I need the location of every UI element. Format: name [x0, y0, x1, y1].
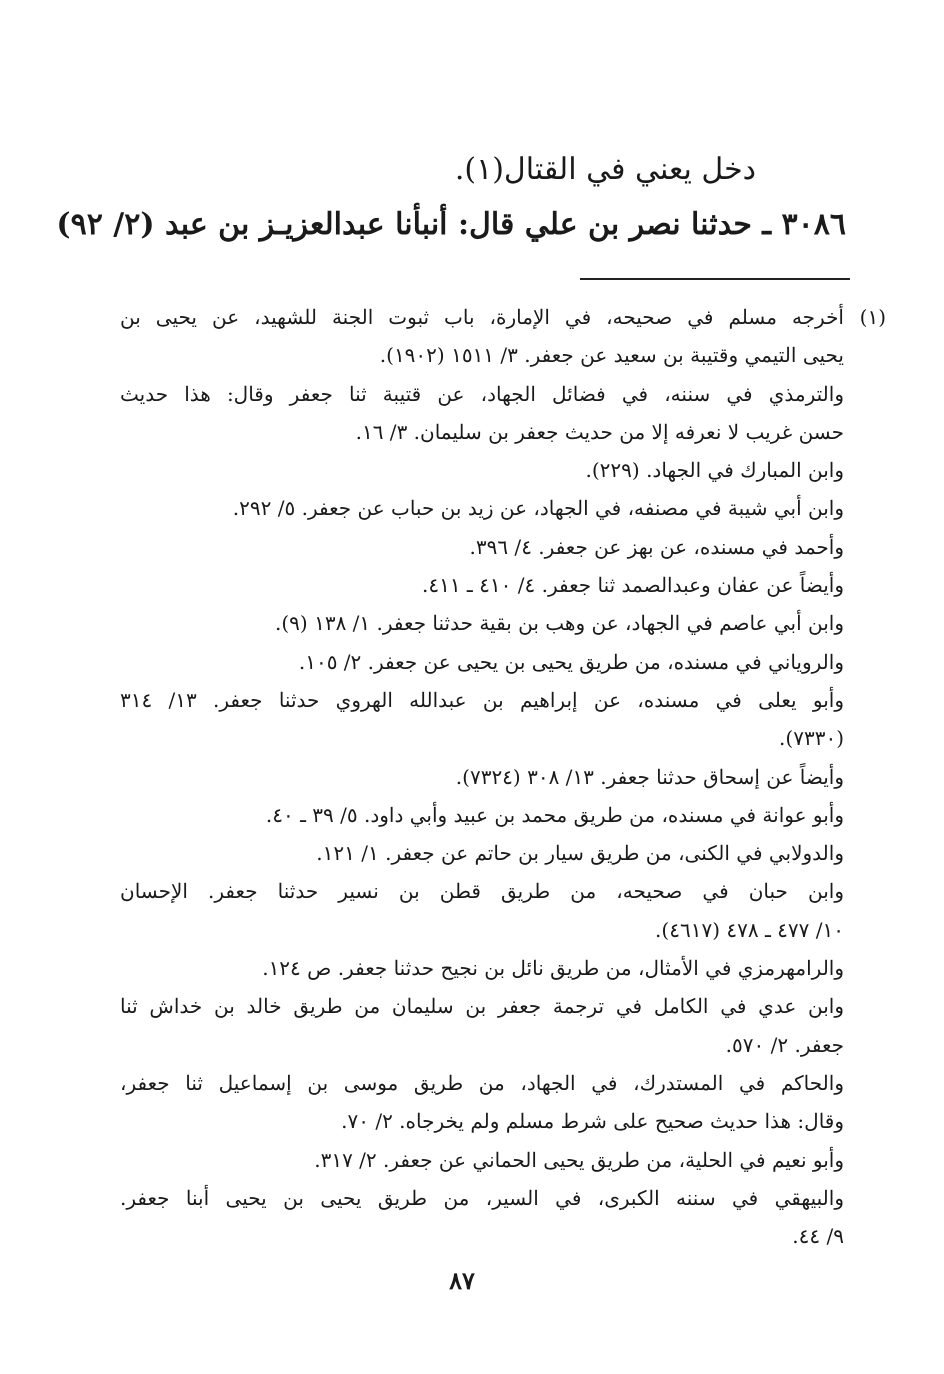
- hadith-3086-heading: ٣٠٨٦ ـ حدثنا نصر بن علي قال: أنبأنا عبدالعزيـز بن عبد (٢/ ٩٢): [56, 207, 846, 242]
- footnote-line: وأيضاً عن عفان وعبدالصمد ثنا جعفر. ٤/ ٤١٠ ـ ٤١١.: [421, 573, 844, 598]
- footnote-line: وابن أبي شيبة في مصنفه، في الجهاد، عن زيد بن حباب عن جعفر. ٥/ ٢٩٢.: [232, 496, 844, 521]
- footnote-line: والترمذي في سننه، في فضائل الجهاد، عن قتيبة ثنا جعفر وقال: هذا حديث: [120, 381, 844, 406]
- footnote-line: وأحمد في مسنده، عن بهز عن جعفر. ٤/ ٣٩٦.: [469, 534, 844, 559]
- footnote-line: ٩/ ٤٤.: [792, 1224, 844, 1249]
- page-number: ٨٧: [449, 1266, 475, 1295]
- footnote-line: جعفر. ٢/ ٥٧٠.: [725, 1032, 844, 1057]
- footnote-line: والدولابي في الكنى، من طريق سيار بن حاتم عن جعفر. ١/ ١٢١.: [316, 841, 844, 866]
- footnote-line: وابن أبي عاصم في الجهاد، عن وهب بن بقية حدثنا جعفر. ١/ ١٣٨ (٩).: [274, 611, 844, 636]
- footnote-line: والحاكم في المستدرك، في الجهاد، من طريق موسى بن إسماعيل ثنا جعفر،: [120, 1070, 844, 1095]
- footnote-line: وابن حبان في صحيحه، من طريق قطن بن نسير حدثنا جعفر. الإحسان: [120, 879, 844, 904]
- footnote-line: وأبو يعلى في مسنده، عن إبراهيم بن عبدالله الهروي حدثنا جعفر. ١٣/ ٣١٤: [120, 687, 844, 712]
- footnote-line: والروياني في مسنده، من طريق يحيى بن يحيى عن جعفر. ٢/ ١٠٥.: [298, 649, 844, 674]
- footnotes: [120, 298, 886, 1255]
- footnote-line: وابن عدي في الكامل في ترجمة جعفر بن سليمان من طريق خالد بن خداش ثنا: [120, 994, 844, 1019]
- footnote-line: والرامهرمزي في الأمثال، من طريق نائل بن نجيح حدثنا جعفر. ص ١٢٤.: [262, 956, 844, 981]
- footnote-line: وأبو عوانة في مسنده، من طريق محمد بن عبيد وأبي داود. ٥/ ٣٩ ـ ٤٠.: [265, 802, 844, 827]
- footnote-line: يحيى التيمي وقتيبة بن سعيد عن جعفر. ٣/ ١٥١١ (١٩٠٢).: [379, 343, 844, 368]
- footnote-line: والبيهقي في سننه الكبرى، في السير، من طريق يحيى بن يحيى أبنا جعفر.: [120, 1185, 844, 1210]
- footnote-marker: (١): [859, 305, 886, 329]
- footnote-separator: [580, 278, 850, 280]
- footnote-line: حسن غريب لا نعرفه إلا من حديث جعفر بن سليمان. ٣/ ١٦.: [355, 419, 844, 444]
- footnote-line: (٧٣٣٠).: [779, 726, 844, 751]
- footnote-line: وأبو نعيم في الحلية، من طريق يحيى الحماني عن جعفر. ٢/ ٣١٧.: [314, 1147, 844, 1172]
- footnote-line: وقال: هذا حديث صحيح على شرط مسلم ولم يخرجاه. ٢/ ٧٠.: [341, 1109, 844, 1134]
- main-text-line-1: دخل يعني في القتال(١).: [454, 152, 756, 187]
- footnote-line: وأيضاً عن إسحاق حدثنا جعفر. ١٣/ ٣٠٨ (٧٣٢٤).: [455, 764, 844, 789]
- footnote-line: ١٠/ ٤٧٧ ـ ٤٧٨ (٤٦١٧).: [655, 917, 844, 942]
- footnote-line: (١)أخرجه مسلم في صحيحه، في الإمارة، باب ثبوت الجنة للشهيد، عن يحيى بن: [120, 298, 886, 336]
- footnote-line: وابن المبارك في الجهاد. (٢٢٩).: [585, 458, 844, 483]
